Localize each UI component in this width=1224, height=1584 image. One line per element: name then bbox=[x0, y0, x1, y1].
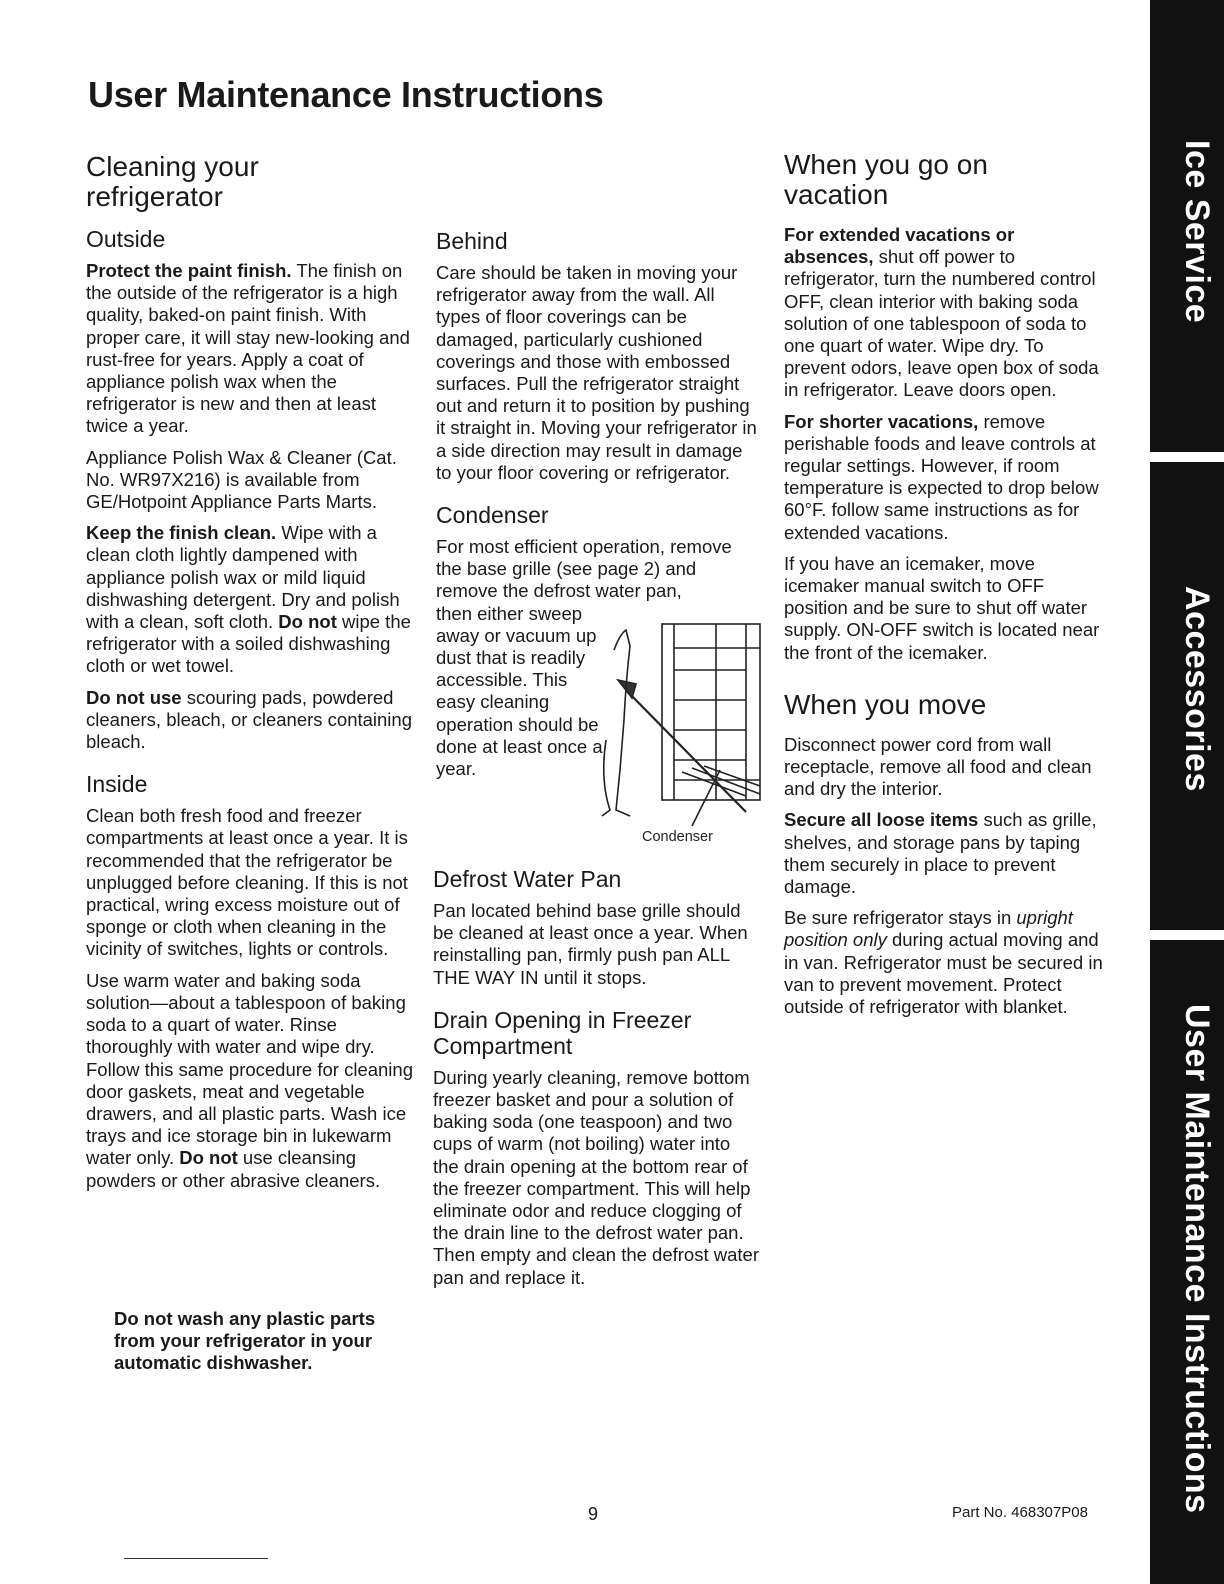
part-number: Part No. 468307P08 bbox=[952, 1504, 1088, 1521]
behind-paragraph: Care should be taken in moving your refrigerator away from the wall. All types of floor coverings can be damaged, particularly cushioned coverings and those with embossed surfaces. Pull the refrigerator straight out and return it to position by pushing it straight in. Moving your refrigerator in a side direction may result in damage to your floor covering or refrigerator. bbox=[436, 262, 757, 483]
condenser-illustration bbox=[596, 620, 768, 852]
vacation-paragraph-2: For shorter vacations, remove perishable foods and leave controls at regular settings. However, if room temperature is expected to drop below 60°F. follow same instructions as for extended vacations. bbox=[784, 410, 1099, 543]
heading-vacation: When you go on vacation bbox=[784, 149, 988, 210]
side-tab-ice-service: Ice Service bbox=[1178, 140, 1216, 324]
side-tab-divider bbox=[1150, 452, 1224, 462]
column-vacation bbox=[784, 150, 1104, 1027]
column-cleaning bbox=[86, 152, 416, 1201]
outside-paragraph-1: Protect the paint finish. The finish on the outside of the refrigerator is a high quality, baked-on paint finish. With proper care, it will stay new-looking and rust-free for years. Apply a coat of appliance polish wax when the refrigerator is new and then at least twice a year. bbox=[86, 260, 410, 437]
inside-paragraph-1: Clean both fresh food and freezer compartments at least once a year. It is recommended that the refrigerator be unplugged before cleaning. If this is not practical, wring excess moisture out of sponge or cloth when cleaning in the vicinity of switches, lights or controls. bbox=[86, 805, 408, 960]
drain-paragraph: During yearly cleaning, remove bottom freezer basket and pour a solution of baking soda (one teaspoon) and two cups of warm (not boiling) water into the drain opening at the bottom rear of the freezer compartment. This will help eliminate odor and reduce clogging of the drain line to the defrost water pan. Then empty and clean the defrost water pan and replace it. bbox=[433, 1066, 759, 1288]
side-tab-divider bbox=[1150, 930, 1224, 940]
outside-paragraph-3: Keep the finish clean. Wipe with a clean cloth lightly dampened with appliance polish wax or mild liquid dishwashing detergent. Dry and polish with a clean, soft cloth. Do not wipe the refrigerator with a soiled dishwashing cloth or wet towel. bbox=[86, 522, 411, 677]
outside-paragraph-2: Appliance Polish Wax & Cleaner (Cat. No. WR97X216) is available from GE/Hotpoint Appliance Parts Marts. bbox=[86, 446, 397, 513]
side-tab-accessories: Accessories bbox=[1178, 586, 1216, 792]
condenser-label: Condenser bbox=[642, 829, 713, 845]
vacation-paragraph-3: If you have an icemaker, move icemaker manual switch to OFF position and be sure to shut off water supply. ON-OFF switch is located near the front of the icemaker. bbox=[784, 552, 1100, 663]
heading-cleaning: Cleaning your refrigerator bbox=[86, 151, 259, 212]
heading-condenser: Condenser bbox=[436, 502, 549, 529]
heading-drain: Drain Opening in Freezer Compartment bbox=[433, 1006, 692, 1059]
column-defrost bbox=[433, 866, 759, 1298]
page-number: 9 bbox=[588, 1504, 599, 1524]
condenser-paragraph-1: For most efficient operation, remove the base grille (see page 2) and remove the defrost water pan, bbox=[436, 536, 732, 602]
condenser-paragraph-2: then either sweep away or vacuum up dust that is readily accessible. This easy cleaning operation should be done at least once a year. bbox=[436, 602, 603, 780]
inside-paragraph-2: Use warm water and baking soda solution—about a tablespoon of baking soda to a quart of water. Rinse thoroughly with water and wipe dry. Follow this same procedure for cleaning door gaskets, meat and vegetable drawers, and all plastic parts. Wash ice trays and ice storage bin in lukewarm water only. Do not use cleansing powders or other abrasive cleaners. bbox=[86, 969, 413, 1191]
side-tab-user-maintenance: User Maintenance Instructions bbox=[1178, 1004, 1216, 1514]
dishwasher-warning: Do not wash any plastic parts from your refrigerator in your automatic dishwasher. bbox=[114, 1308, 376, 1374]
move-paragraph-1: Disconnect power cord from wall receptacle, remove all food and clean and dry the interior. bbox=[784, 733, 1092, 800]
footer-rule bbox=[124, 1558, 268, 1559]
move-paragraph-2: Secure all loose items such as grille, shelves, and storage pans by taping them securely in place to prevent damage. bbox=[784, 809, 1097, 898]
vacation-paragraph-1: For extended vacations or absences, shut off power to refrigerator, turn the numbered control OFF, clean interior with baking soda solution of one tablespoon of soda to one quart of water. Wipe dry. To prevent odors, leave open box of soda in refrigerator. Leave doors open. bbox=[784, 224, 1099, 401]
defrost-paragraph: Pan located behind base grille should be cleaned at least once a year. When reinstalling pan, firmly push pan ALL THE WAY IN until it stops. bbox=[433, 900, 748, 988]
heading-move: When you move bbox=[784, 688, 987, 720]
heading-outside: Outside bbox=[86, 226, 166, 252]
heading-inside: Inside bbox=[86, 771, 148, 798]
side-tab-strip bbox=[1150, 0, 1224, 1584]
heading-defrost: Defrost Water Pan bbox=[433, 866, 622, 892]
heading-behind: Behind bbox=[436, 228, 508, 254]
outside-paragraph-4: Do not use scouring pads, powdered cleaners, bleach, or cleaners containing bleach. bbox=[86, 686, 412, 753]
page-title: User Maintenance Instructions bbox=[88, 74, 604, 115]
move-paragraph-3: Be sure refrigerator stays in upright position only during actual moving and in van. Refrigerator must be secured in van to prevent movement. Protect outside of refrigerator with blanket. bbox=[784, 907, 1103, 1018]
